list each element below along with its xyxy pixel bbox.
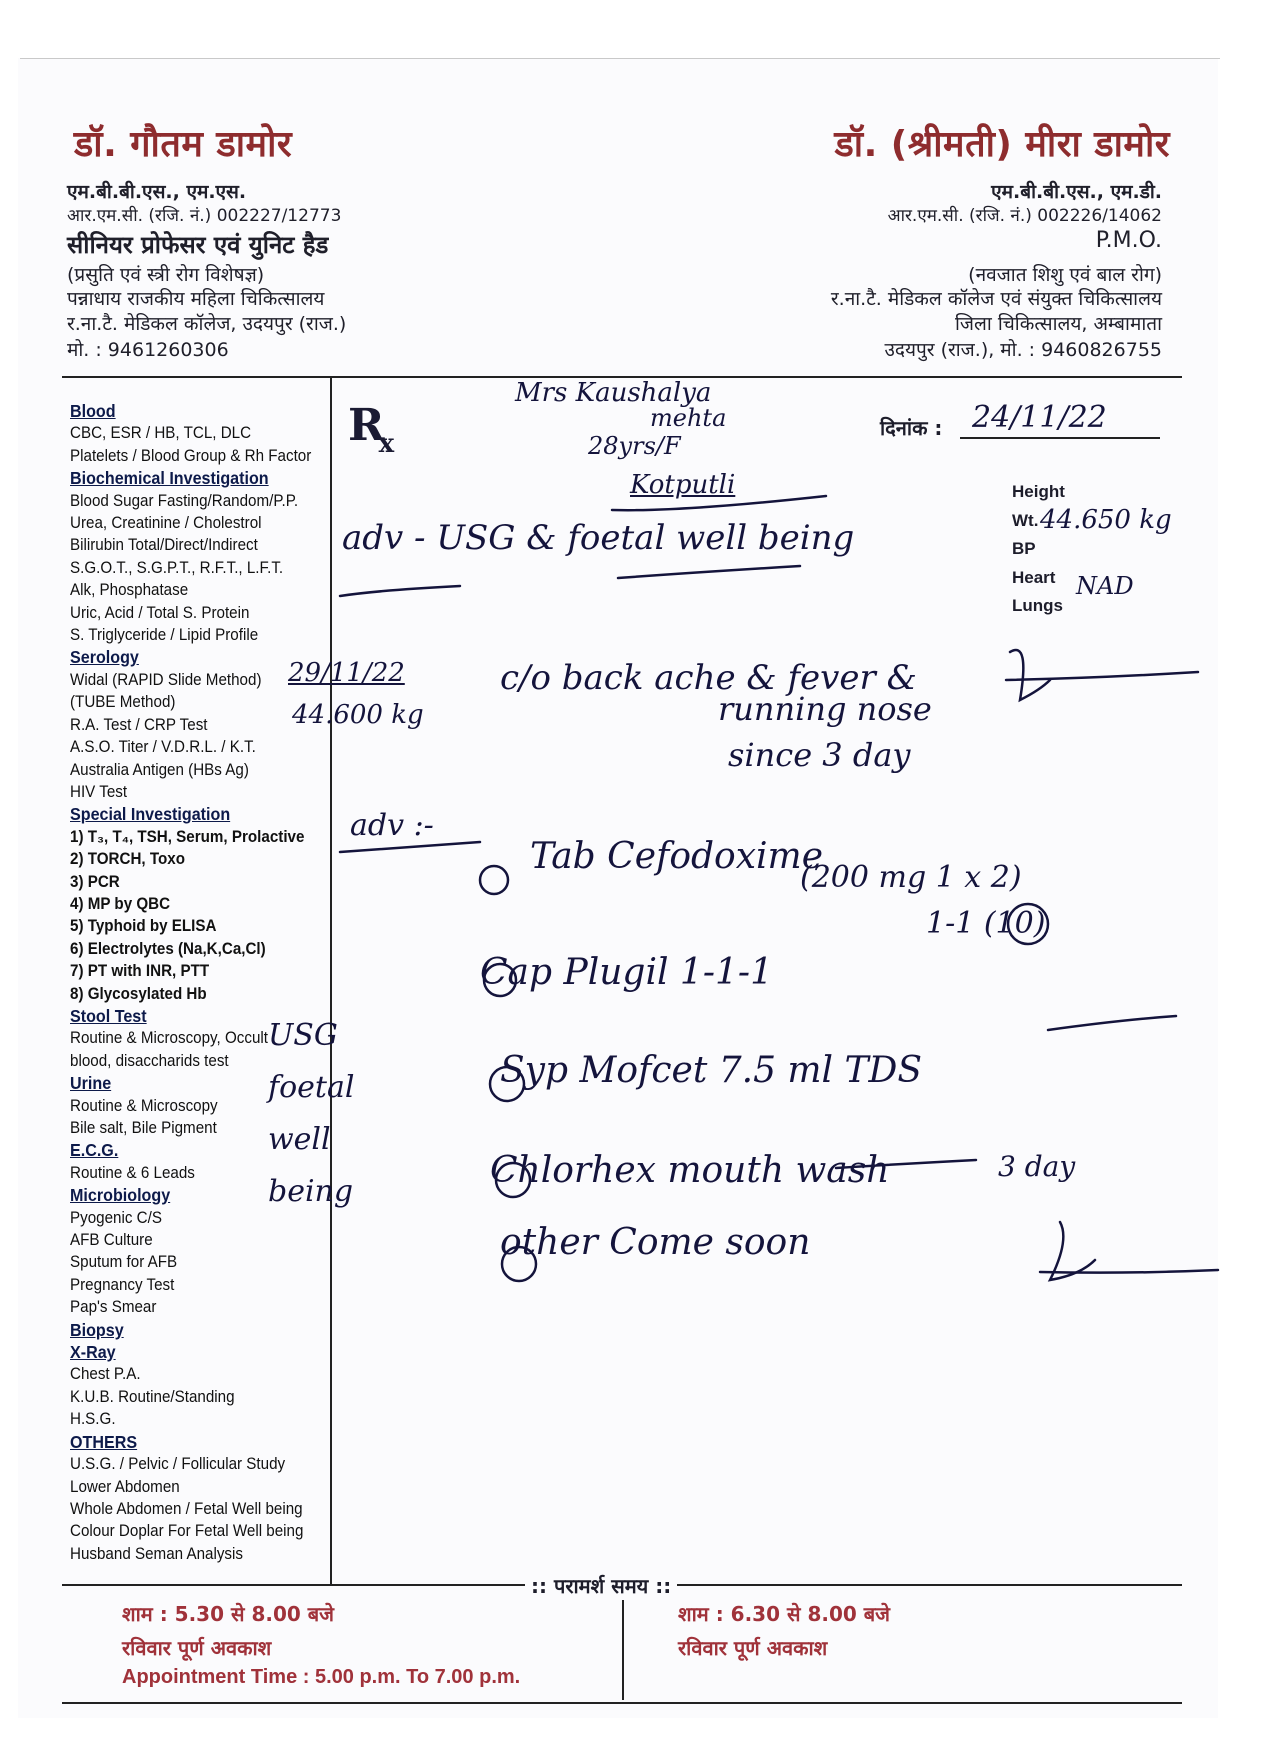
- vital-bp-label: BP: [1012, 539, 1036, 558]
- right-doctor-city-mobile: उदयपुर (राज.), मो. : 9460826755: [884, 339, 1162, 361]
- test-item: Husband Seman Analysis: [70, 1544, 243, 1563]
- hw-rx-5: other Come soon: [500, 1222, 811, 1263]
- test-item: H.S.G.: [70, 1410, 116, 1429]
- hw-signature-1: [1010, 650, 1050, 700]
- test-section-heading: Biochemical Investigation: [70, 468, 269, 489]
- test-item: Routine & Microscopy: [70, 1096, 218, 1115]
- test-section-heading: Urine: [70, 1073, 112, 1094]
- test-item: Blood Sugar Fasting/Random/P.P.: [70, 491, 299, 510]
- hw-underline-tds: [1048, 1016, 1176, 1030]
- test-item: Urea, Creatinine / Cholestrol: [70, 514, 262, 533]
- test-item: CBC, ESR / HB, TCL, DLC: [70, 424, 252, 443]
- hw-rx-2: Cap Plugil 1-1-1: [480, 952, 773, 993]
- test-item: 6) Electrolytes (Na,K,Ca,Cl): [70, 939, 266, 958]
- left-doctor-hospital: पन्नाधाय राजकीय महिला चिकित्सालय: [67, 288, 325, 310]
- right-timing: शाम : 6.30 से 8.00 बजे: [678, 1602, 891, 1626]
- hw-patient-surname: mehta: [650, 404, 727, 432]
- left-sunday: रविवार पूर्ण अवकाश: [122, 1636, 272, 1660]
- test-item: Australia Antigen (HBs Ag): [70, 760, 249, 779]
- test-item: 1) T₃, T₄, TSH, Serum, Prolactive: [70, 827, 305, 846]
- test-item: Pap's Smear: [70, 1298, 157, 1317]
- test-section-heading: OTHERS: [70, 1431, 138, 1452]
- left-doctor-name: डॉ. गौतम डामोर: [74, 124, 293, 165]
- left-doctor-specialty: (प्रसुति एवं स्त्री रोग विशेषज्ञ): [67, 264, 265, 286]
- test-item: 7) PT with INR, PTT: [70, 962, 210, 981]
- test-item: HIV Test: [70, 782, 128, 801]
- right-doctor-degree: एम.बी.बी.एस., एम.डी.: [991, 181, 1162, 203]
- left-timing: शाम : 5.30 से 8.00 बजे: [122, 1602, 335, 1626]
- test-item: Uric, Acid / Total S. Protein: [70, 603, 250, 622]
- hw-circle-1: [480, 866, 508, 894]
- test-item: 3) PCR: [70, 872, 120, 891]
- left-doctor-degree: एम.बी.बी.एस., एम.एस.: [67, 181, 247, 203]
- test-item: Pyogenic C/S: [70, 1208, 162, 1227]
- hw-circle-5: [502, 1247, 536, 1281]
- test-section-heading: Special Investigation: [70, 804, 231, 825]
- test-section-heading: Serology: [70, 647, 139, 668]
- hw-rx-1c: 1-1 (10): [926, 906, 1046, 941]
- hw-rx-1b: (200 mg 1 x 2): [800, 860, 1022, 895]
- hw-rx-4: Chlorhex mouth wash: [490, 1150, 890, 1191]
- test-item: 2) TORCH, Toxo: [70, 850, 185, 869]
- test-item: Widal (RAPID Slide Method): [70, 670, 262, 689]
- hw-advice-1: adv - USG & foetal well being: [342, 518, 855, 558]
- hw-rx-4b: 3 day: [998, 1150, 1076, 1183]
- test-item: Lower Abdomen: [70, 1477, 180, 1496]
- test-section-heading: Blood: [70, 401, 116, 421]
- hw-patient-age: 28yrs/F: [588, 432, 681, 460]
- hw-advice-2: adv :-: [350, 808, 434, 843]
- vital-weight-label: Wt.: [1012, 510, 1039, 530]
- test-section-heading: E.C.G.: [70, 1140, 119, 1161]
- test-item: Platelets / Blood Group & Rh Factor: [70, 446, 312, 465]
- hw-underline-foetal: [618, 566, 800, 578]
- hw-circle-2: [484, 964, 516, 996]
- right-sunday: रविवार पूर्ण अवकाश: [678, 1636, 828, 1660]
- hw-complaint-2: running nose: [718, 690, 932, 728]
- test-item: Pregnancy Test: [70, 1275, 175, 1294]
- test-item: AFB Culture: [70, 1231, 153, 1250]
- test-item: blood, disaccharids test: [70, 1051, 229, 1070]
- test-item: 8) Glycosylated Hb: [70, 984, 207, 1003]
- test-section-heading: Stool Test: [70, 1005, 147, 1026]
- hw-side-note: USG foetal well being: [268, 1018, 355, 1209]
- hw-circle-4: [496, 1163, 530, 1197]
- hw-underline-adv2: [340, 842, 480, 852]
- right-doctor-hospital: र.ना.टै. मेडिकल कॉलेज एवं संयुक्त चिकित्सालय: [830, 288, 1162, 310]
- vital-height-label: Height: [1012, 482, 1065, 501]
- test-item: (TUBE Method): [70, 693, 176, 712]
- left-doctor-designation: सीनियर प्रोफेसर एवं युनिट हैड: [67, 231, 329, 259]
- test-item: S.G.O.T., S.G.P.T., R.F.T., L.F.T.: [70, 558, 284, 577]
- hw-rx-3: Syp Mofcet 7.5 ml TDS: [500, 1050, 923, 1091]
- test-item: Chest P.A.: [70, 1365, 141, 1384]
- hw-followup-weight: 44.600 kg: [292, 700, 424, 730]
- appointment-time: Appointment Time : 5.00 p.m. To 7.00 p.m.: [122, 1666, 521, 1688]
- test-section-heading: X-Ray: [70, 1342, 116, 1363]
- left-doctor-registration: आर.एम.सी. (रजि. नं.) 002227/12773: [67, 206, 342, 226]
- left-doctor-mobile: मो. : 9461260306: [67, 339, 229, 361]
- test-item: K.U.B. Routine/Standing: [70, 1387, 235, 1406]
- test-item: A.S.O. Titer / V.D.R.L. / K.T.: [70, 738, 256, 757]
- left-doctor-college: र.ना.टै. मेडिकल कॉलेज, उदयपुर (राज.): [67, 313, 347, 335]
- hw-followup-date: 29/11/22: [288, 658, 405, 688]
- test-item: Whole Abdomen / Fetal Well being: [70, 1499, 303, 1518]
- right-doctor-name: डॉ. (श्रीमती) मीरा डामोर: [834, 124, 1170, 165]
- hw-complaint-3: since 3 day: [728, 736, 911, 774]
- date-label: दिनांक :: [880, 416, 943, 440]
- test-item: Colour Doplar For Fetal Well being: [70, 1522, 304, 1541]
- test-item: S. Triglyceride / Lipid Profile: [70, 626, 259, 645]
- test-item: Sputum for AFB: [70, 1253, 178, 1272]
- consultation-heading: :: परामर्श समय ::: [525, 1572, 677, 1599]
- vital-heart-label: Heart: [1012, 567, 1056, 587]
- test-item: Routine & 6 Leads: [70, 1163, 195, 1182]
- right-doctor-registration: आर.एम.सी. (रजि. नं.) 002226/14062: [887, 206, 1162, 226]
- vital-lungs-label: Lungs: [1012, 596, 1063, 615]
- right-doctor-designation: P.M.O.: [1095, 228, 1162, 253]
- hw-complaint-1: c/o back ache & fever &: [500, 658, 917, 698]
- hw-underline-kotputli: [612, 496, 826, 510]
- hw-circle-3: [490, 1067, 524, 1101]
- test-item: Routine & Microscopy, Occult: [70, 1029, 268, 1048]
- hw-patient-name: Mrs Kaushalya: [515, 378, 712, 408]
- rx-symbol: $R_x$: [348, 400, 395, 459]
- hw-heart-lungs-value: NAD: [1076, 572, 1134, 600]
- test-item: 5) Typhoid by ELISA: [70, 917, 217, 936]
- hw-circle-qty: [1008, 904, 1048, 944]
- test-item: U.S.G. / Pelvic / Follicular Study: [70, 1455, 286, 1474]
- hw-patient-address: Kotputli: [630, 470, 736, 500]
- test-item: R.A. Test / CRP Test: [70, 715, 208, 734]
- hw-signature-line-2: [1040, 1270, 1218, 1273]
- test-section-heading: Microbiology: [70, 1185, 171, 1206]
- right-doctor-specialty: (नवजात शिशु एवं बाल रोग): [968, 264, 1162, 286]
- test-item: Bile salt, Bile Pigment: [70, 1119, 217, 1137]
- hw-weight-value: 44.650 kg: [1040, 505, 1172, 535]
- test-item: 4) MP by QBC: [70, 894, 171, 913]
- test-section-heading: Biopsy: [70, 1319, 124, 1340]
- test-item: Bilirubin Total/Direct/Indirect: [70, 536, 258, 555]
- hw-signature-line-1: [1006, 672, 1198, 680]
- right-doctor-district: जिला चिकित्सालय, अम्बामाता: [954, 313, 1162, 335]
- hw-underline-wash: [836, 1160, 976, 1168]
- hw-underline-advice: [340, 586, 460, 596]
- hw-date: 24/11/22: [972, 400, 1107, 435]
- hw-rx-1a: Tab Cefodoxime: [530, 836, 823, 877]
- test-item: Alk, Phosphatase: [70, 581, 189, 600]
